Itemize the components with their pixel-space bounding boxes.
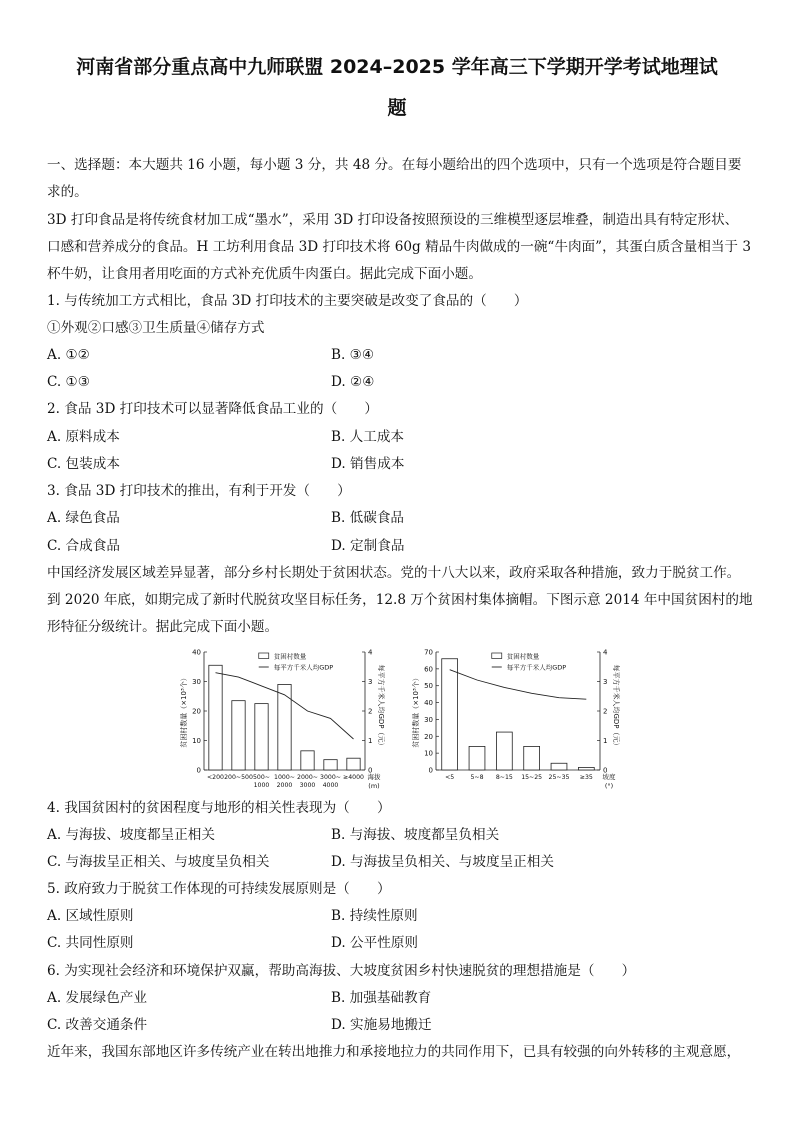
- chart1-bar: [347, 758, 360, 770]
- chart2-left-tick-label: 30: [424, 715, 433, 724]
- chart1-x-tick-label: 500~: [253, 774, 270, 781]
- option-3b[interactable]: B. 低碳食品: [331, 510, 405, 526]
- question-1-items: ①外观②口感③卫生质量④储存方式: [47, 320, 265, 336]
- chart2-x-tick-label: 8~15: [495, 774, 513, 781]
- chart1-bar: [209, 665, 222, 770]
- chart1-x-tick-label: 3000~: [320, 774, 341, 781]
- option-2b[interactable]: B. 人工成本: [331, 429, 405, 445]
- chart2-left-tick-label: 60: [424, 665, 433, 674]
- chart2-legend-bar-swatch: [492, 653, 502, 659]
- chart2-x-tick-label: <5: [445, 774, 455, 781]
- option-5a[interactable]: A. 区域性原则: [47, 908, 134, 924]
- chart2-left-tick-label: 20: [424, 732, 433, 741]
- terrain-chart-svg: [168, 640, 638, 795]
- option-1c[interactable]: C. ①③: [47, 374, 90, 390]
- option-6a[interactable]: A. 发展绿色产业: [47, 990, 148, 1006]
- chart2-x-axis-label: 坡度: [602, 773, 616, 781]
- chart1-bar: [324, 760, 337, 770]
- chart2-bar: [578, 767, 594, 770]
- passage-industry: 近年来，我国东部地区许多传统产业在转出地推力和承接地拉力的共同作用下，已具有较强的向外转移的主观意愿，: [47, 1044, 741, 1060]
- option-5c[interactable]: C. 共同性原则: [47, 935, 134, 951]
- chart2-x-tick-label: 25~35: [548, 774, 570, 781]
- chart1-x-axis-label: 海拔: [367, 773, 381, 781]
- question-1: 1. 与传统加工方式相比，食品 3D 打印技术的主要突破是改变了食品的（ ）: [47, 293, 528, 309]
- chart2-left-tick-label: 10: [424, 749, 433, 758]
- option-5b[interactable]: B. 持续性原则: [331, 908, 418, 924]
- question-6: 6. 为实现社会经济和环境保护双赢，帮助高海拔、大坡度贫困乡村快速脱贫的理想措施是（ ）: [47, 963, 636, 979]
- chart1-x-tick-label: 1000: [253, 782, 270, 789]
- option-1d[interactable]: D. ②④: [331, 374, 375, 390]
- question-2: 2. 食品 3D 打印技术可以显著降低食品工业的（ ）: [47, 401, 378, 417]
- chart1-right-tick-label: 2: [368, 707, 373, 716]
- chart1-y-axis-label-left: 贫困村数量（×10³个）: [180, 674, 188, 748]
- chart2-legend-line-label: 每平方千米人均GDP: [506, 663, 567, 672]
- option-1a[interactable]: A. ①②: [47, 347, 90, 363]
- chart1-left-tick-label: 30: [192, 678, 201, 686]
- page-title-continued: 题: [387, 97, 407, 119]
- chart2-x-tick-label: 5~8: [470, 774, 484, 781]
- chart2-right-tick-label: 4: [603, 648, 608, 657]
- chart2-x-axis-unit: (°): [604, 782, 614, 790]
- chart1-x-tick-label: 2000: [276, 782, 293, 789]
- chart2-left-tick-label: 70: [424, 648, 433, 657]
- chart1-x-tick-label: 1000~: [274, 774, 295, 781]
- chart2-legend-bar-label: 贫困村数量: [506, 652, 540, 661]
- option-2c[interactable]: C. 包装成本: [47, 456, 120, 472]
- chart1-legend-bar-swatch: [259, 653, 269, 659]
- chart2-bar: [496, 732, 512, 770]
- chart1-bar: [255, 704, 268, 770]
- option-4b[interactable]: B. 与海拔、坡度都呈负相关: [331, 827, 500, 843]
- chart2-left-tick-label: 0: [428, 766, 433, 775]
- option-4d[interactable]: D. 与海拔呈负相关、与坡度呈正相关: [331, 854, 554, 870]
- chart2-x-tick-label: ≥35: [579, 774, 593, 781]
- passage-3d-food: 口感和营养成分的食品。H 工坊利用食品 3D 打印技术将 60g 精品牛肉做成的一碗“牛肉面”，其蛋白质含量相当于 3: [47, 239, 751, 255]
- option-2d[interactable]: D. 销售成本: [331, 456, 405, 472]
- chart2-left-tick-label: 50: [424, 682, 433, 691]
- question-3: 3. 食品 3D 打印技术的推出，有利于开发（ ）: [47, 483, 351, 499]
- chart1-right-tick-label: 4: [368, 648, 373, 657]
- chart2-y-axis-label-left: 贫困村数量（×10³个）: [412, 674, 420, 748]
- section-instructions: 一、选择题：本大题共 16 小题，每小题 3 分，共 48 分。在每小题给出的四个选项中，只有一个选项是符合题目要: [47, 157, 742, 173]
- chart1-bar: [232, 701, 245, 770]
- passage-poverty: 到 2020 年底，如期完成了新时代脱贫攻坚目标任务，12.8 万个贫困村集体摘帽。下图示意 2014 年中国贫困村的地: [47, 592, 753, 608]
- terrain-charts: [168, 640, 638, 795]
- chart1-right-tick-label: 0: [368, 766, 373, 775]
- option-4a[interactable]: A. 与海拔、坡度都呈正相关: [47, 827, 215, 843]
- chart2-x-tick-label: 15~25: [521, 774, 543, 781]
- page-title: 河南省部分重点高中九师联盟 2024–2025 学年高三下学期开学考试地理试: [76, 56, 718, 78]
- chart1-x-axis-unit: (m): [368, 782, 380, 790]
- chart1-x-tick-label: <200: [207, 774, 224, 781]
- chart2-bar: [442, 659, 458, 770]
- chart2-bar: [469, 746, 485, 770]
- chart2-left-tick-label: 40: [424, 699, 433, 708]
- chart1-x-tick-label: 2000~: [297, 774, 318, 781]
- chart2-y-axis-label-right: 每平方千米人均GDP（元）: [612, 664, 620, 750]
- chart1-y-axis-label-right: 每平方千米人均GDP（元）: [377, 664, 385, 750]
- chart1-right-tick-label: 1: [368, 737, 373, 745]
- chart1-right-tick-label: 3: [368, 678, 373, 686]
- chart1-left-tick-label: 10: [192, 737, 201, 745]
- option-4c[interactable]: C. 与海拔呈正相关、与坡度呈负相关: [47, 854, 270, 870]
- passage-poverty: 形特征分级统计。据此完成下面小题。: [47, 619, 279, 635]
- chart2-gdp-line: [450, 670, 587, 700]
- chart1-left-tick-label: 40: [192, 648, 201, 657]
- chart2-right-tick-label: 1: [603, 737, 608, 745]
- option-3d[interactable]: D. 定制食品: [331, 538, 405, 554]
- option-5d[interactable]: D. 公平性原则: [331, 935, 419, 951]
- section-instructions-cont: 求的。: [47, 184, 88, 200]
- chart1-bar: [301, 751, 314, 770]
- chart2-right-tick-label: 2: [603, 707, 608, 716]
- option-6c[interactable]: C. 改善交通条件: [47, 1017, 148, 1033]
- chart1-legend-line-label: 每平方千米人均GDP: [273, 663, 334, 672]
- chart1-x-tick-label: 200~500: [224, 774, 253, 781]
- chart2-bar: [551, 763, 567, 770]
- chart1-legend-bar-label: 贫困村数量: [273, 652, 307, 661]
- passage-3d-food: 3D 打印食品是将传统食材加工成“墨水”，采用 3D 打印设备按照预设的三维模型逐层堆叠，制造出具有特定形状、: [47, 212, 739, 228]
- chart1-x-tick-label: 4000: [322, 782, 339, 789]
- question-5: 5. 政府致力于脱贫工作体现的可持续发展原则是（ ）: [47, 881, 391, 897]
- chart2-right-tick-label: 0: [603, 766, 608, 775]
- chart1-bar: [278, 684, 291, 770]
- option-3c[interactable]: C. 合成食品: [47, 538, 120, 554]
- chart1-x-tick-label: ≥4000: [343, 774, 364, 781]
- passage-poverty: 中国经济发展区域差异显著，部分乡村长期处于贫困状态。党的十八大以来，政府采取各种措施，致力于脱贫工作。: [47, 565, 741, 581]
- option-3a[interactable]: A. 绿色食品: [47, 510, 120, 526]
- option-1b[interactable]: B. ③④: [331, 347, 375, 363]
- option-6b[interactable]: B. 加强基础教育: [331, 990, 432, 1006]
- chart1-left-tick-label: 20: [192, 707, 201, 716]
- chart1-left-tick-label: 0: [196, 766, 201, 775]
- passage-3d-food: 杯牛奶，让食用者用吃面的方式补充优质牛肉蛋白。据此完成下面小题。: [47, 266, 482, 282]
- option-6d[interactable]: D. 实施易地搬迁: [331, 1017, 432, 1033]
- chart2-right-tick-label: 3: [603, 678, 608, 686]
- chart1-x-tick-label: 3000: [299, 782, 316, 789]
- chart2-bar: [524, 746, 540, 770]
- question-4: 4. 我国贫困村的贫困程度与地形的相关性表现为（ ）: [47, 800, 391, 816]
- option-2a[interactable]: A. 原料成本: [47, 429, 120, 445]
